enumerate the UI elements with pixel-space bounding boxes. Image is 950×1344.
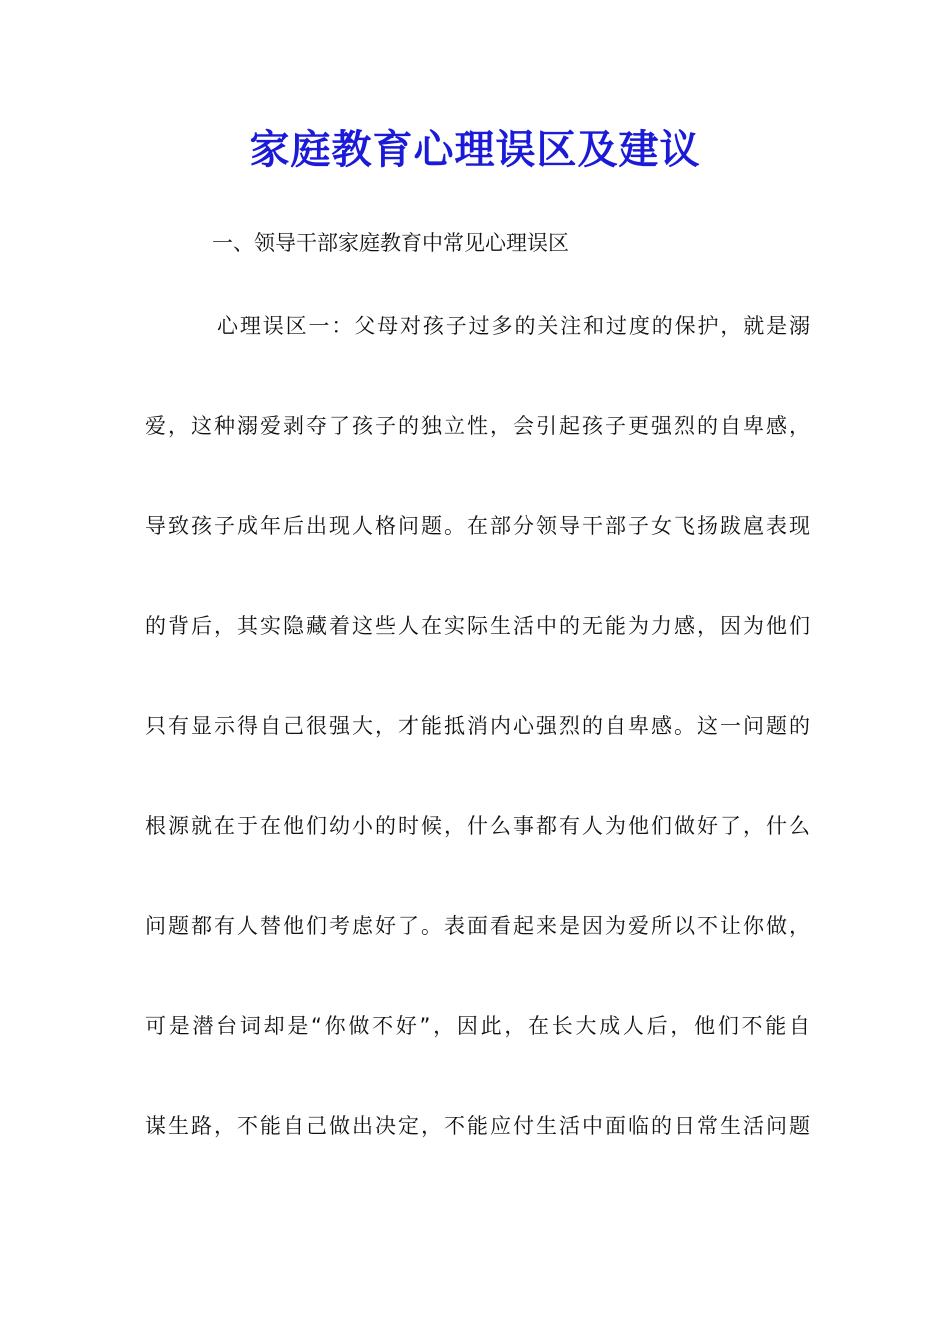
paragraph-line: 心理误区一：父母对孩子过多的关注和过度的保护，就是溺 bbox=[217, 314, 810, 338]
paragraph-line: 谋生路，不能自己做出决定，不能应付生活中面临的日常生活问题 bbox=[145, 1114, 810, 1138]
paragraph-line: 问题都有人替他们考虑好了。表面看起来是因为爱所以不让你做， bbox=[145, 914, 810, 938]
paragraph-line: 根源就在于在他们幼小的时候，什么事都有人为他们做好了，什么 bbox=[145, 814, 810, 838]
paragraph-line: 导致孩子成年后出现人格问题。在部分领导干部子女飞扬跋扈表现 bbox=[145, 514, 810, 538]
paragraph-line: 可是潜台词却是“你做不好”，因此，在长大成人后，他们不能自 bbox=[145, 1014, 810, 1038]
paragraph-line: 只有显示得自己很强大，才能抵消内心强烈的自卑感。这一问题的 bbox=[145, 714, 810, 738]
section-heading: 一、领导干部家庭教育中常见心理误区 bbox=[212, 231, 569, 255]
paragraph-line: 爱，这种溺爱剥夺了孩子的独立性，会引起孩子更强烈的自卑感， bbox=[145, 414, 810, 438]
paragraph-line: 的背后，其实隐藏着这些人在实际生活中的无能为力感，因为他们 bbox=[145, 614, 810, 638]
body-paragraph bbox=[145, 308, 810, 1208]
document-title: 家庭教育心理误区及建议 bbox=[249, 126, 701, 173]
